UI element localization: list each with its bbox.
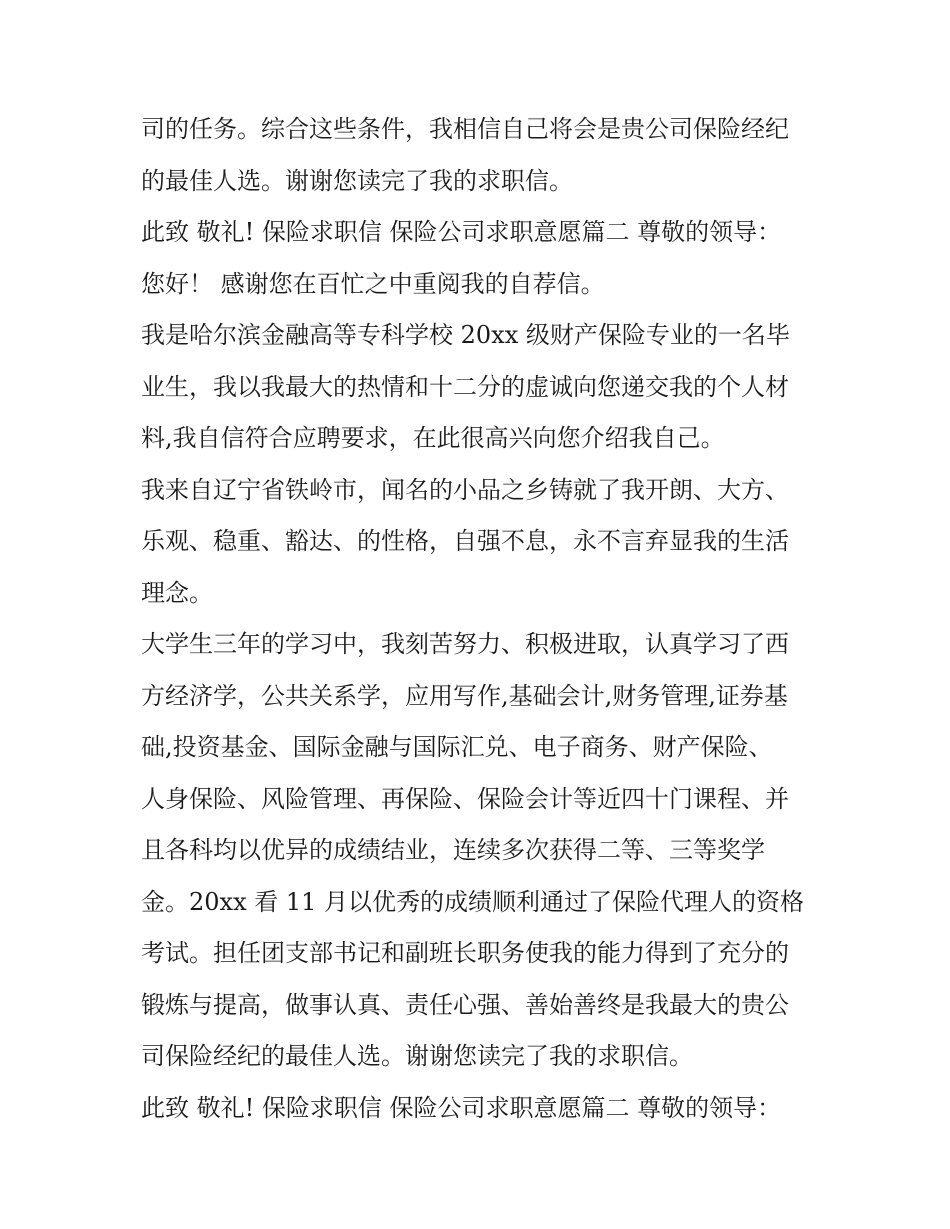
text-line-20: 此致 敬礼! 保险求职信 保险公司求职意愿篇二 尊敬的领导： [141,1093,782,1122]
text-line-17: 考试。担任团支部书记和副班长职务使我的能力得到了充分的 [141,939,789,967]
text-line-10: 理念。 [141,578,213,607]
text-line-18: 锻炼与提高，做事认真、责任心强、善始善终是我最大的贵公 [141,990,789,1019]
text-line-11: 大学生三年的学习中，我刻苦努力、积极进取，认真学习了西 [141,630,789,658]
body-text [141,104,821,1134]
text-line-12: 方经济学，公共关系学，应用写作,基础会计,财务管理,证券基 [141,681,788,710]
text-line-8: 我来自辽宁省铁岭市，闻名的小品之乡铸就了我开朗、大方、 [141,475,789,504]
text-line-3: 此致 敬礼! 保险求职信 保险公司求职意愿篇二 尊敬的领导： [141,218,782,246]
text-line-9: 乐观、稳重、豁达、的性格，自强不息，永不言弃显我的生活 [141,527,789,555]
text-line-6: 业生，我以我最大的热情和十二分的虚诚向您递交我的个人材 [141,372,789,401]
text-line-16: 金。20xx 看 11 月以优秀的成绩顺利通过了保险代理人的资格 [141,887,805,916]
text-line-13: 础,投资基金、国际金融与国际汇兑、电子商务、财产保险、 [141,733,773,761]
text-line-2: 的最佳人选。谢谢您读完了我的求职信。 [141,166,573,195]
text-line-14: 人身保险、风险管理、再保险、保险会计等近四十门课程、并 [141,784,789,813]
text-line-4: 您好！ 感谢您在百忙之中重阅我的自荐信。 [141,269,605,298]
text-line-15: 且各科均以优异的成绩结业，连续多次获得二等、三等奖学 [141,836,765,864]
text-line-7: 料,我自信符合应聘要求，在此很高兴向您介绍我自己。 [141,424,725,452]
text-line-19: 司保险经纪的最佳人选。谢谢您读完了我的求职信。 [141,1042,693,1070]
text-line-5: 我是哈尔滨金融高等专科学校 20xx 级财产保险专业的一名毕 [141,321,790,349]
text-line-1: 司的任务。综合这些条件，我相信自己将会是贵公司保险经纪 [141,115,789,143]
